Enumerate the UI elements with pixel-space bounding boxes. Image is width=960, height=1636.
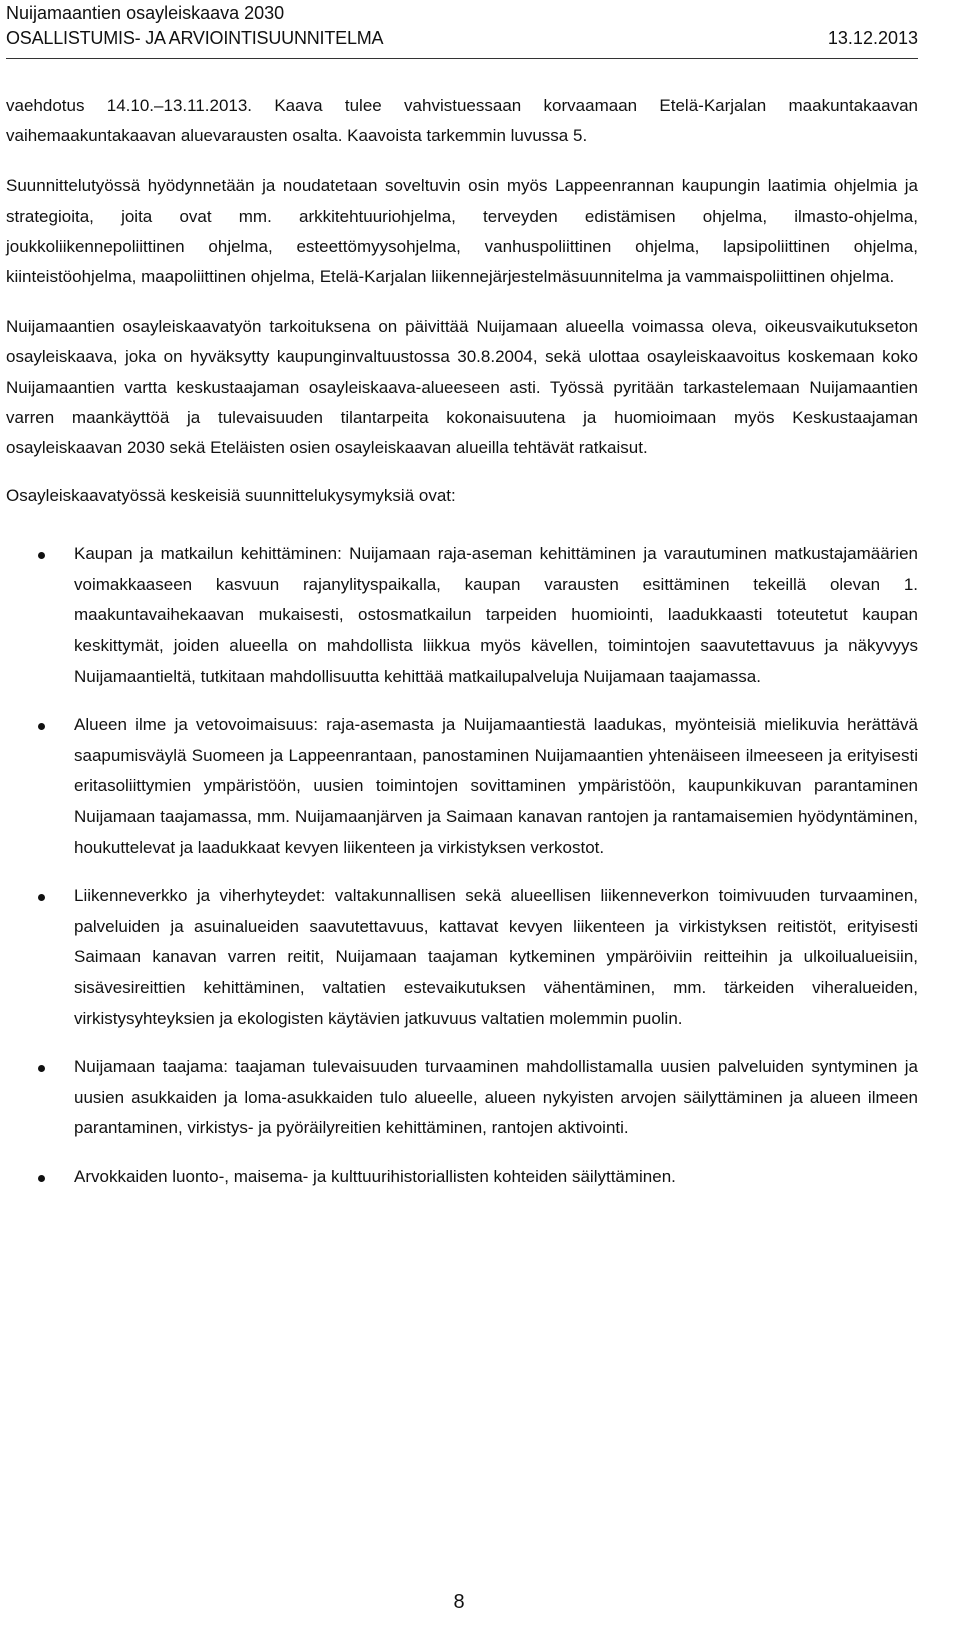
paragraph: Suunnittelutyössä hyödynnetään ja noudatetaan soveltuvin osin myös Lappeenrannan kaupungin laatimia ohjelmia ja strategioita, joita ovat mm. arkkitehtuuriohjelma, terveyden edistämisen ohjelma, ilmasto-ohjelma, joukkoliikennepoliittinen ohjelma, esteettömyysohjelma, vanhuspoliittinen ohjelma, lapsipoliittinen ohjelma, kiinteistöohjelma, maapoliittinen ohjelma, Etelä-Karjalan liikennejärjestelmäsuunnitelma ja vammaispoliittinen ohjelma. — [6, 176, 918, 287]
paragraph: Nuijamaantien osayleiskaavatyön tarkoituksena on päivittää Nuijamaan alueella voimassa oleva, oikeusvaikutukseton osayleiskaava, joka on hyväksytty kaupunginvaltuustossa 30.8.2004, sekä ulottaa osayleiskaavoitus koskemaan koko Nuijamaantien vartta keskustaajaman osayleiskaava-alueeseen asti. Työssä pyritään tarkastelemaan Nuijamaantien varren maankäyttöä ja tulevaisuuden tilantarpeita kokonaisuutena ja huomioimaan myös Keskustaajaman osayleiskaavan 2030 sekä Eteläisten osien osayleiskaavan alueilla tehtävät ratkaisut. — [6, 317, 918, 458]
list-item-text: Kaupan ja matkailun kehittäminen: Nuijamaan raja-aseman kehittäminen ja varautuminen matkustajamäärien voimakkaaseen kasvuun rajanylityspaikalla, kaupan varausten esittäminen tekeillä olevan 1. maakuntavaihekaavan mukaisesti, ostosmatkailun tarpeiden huomiointi, laadukkaasti toteutetut kaupan keskittymät, joiden alueella on mahdollista liikkua myös kävellen, toimintojen saavutettavuus ja näkyvyys Nuijamaantieltä, tutkitaan mahdollisuutta kehittää matkailupalveluja Nuijamaan taajamassa. — [74, 544, 918, 686]
list-item — [6, 1052, 918, 1144]
list-item-text: Arvokkaiden luonto-, maisema- ja kulttuurihistoriallisten kohteiden säilyttäminen. — [74, 1166, 676, 1186]
list-item — [6, 1162, 918, 1193]
bullet-icon — [38, 552, 45, 559]
list-item-text: Nuijamaan taajama: taajaman tulevaisuuden turvaaminen mahdollistamalla uusien palveluiden syntyminen ja uusien asukkaiden ja loma-asukkaiden tulo alueelle, alueen nykyisten arvojen säilyttäminen ja alueen ilmeen parantaminen, virkistys- ja pyöräilyreitien kehittäminen, rantojen aktivointi. — [74, 1057, 918, 1138]
planning-questions-list — [6, 539, 918, 1192]
document-title: Nuijamaantien osayleiskaava 2030 — [6, 3, 285, 23]
bullet-icon — [38, 894, 45, 901]
list-item-text: Alueen ilme ja vetovoimaisuus: raja-asemasta ja Nuijamaantiestä laadukas, myönteisiä mielikuvia herättävä saapumisväylä Suomeen ja Lappeenrantaan, panostaminen Nuijamaantien yhtenäiseen ilmeeseen ja erityisesti eritasoliittymien ympäristöön, uusien toimintojen sovittaminen ympäristöön, kaupunkikuvan parantaminen Nuijamaan taajamassa, mm. Nuijamaanjärven ja Saimaan kanavan rantojen ja rantamaisemien hyödyntäminen, houkuttelevat ja laadukkaat kevyen liikenteen ja virkistyksen verkostot. — [74, 715, 918, 857]
page-content — [6, 91, 918, 1211]
page-number — [0, 1590, 918, 1614]
list-intro: Osayleiskaavatyössä keskeisiä suunnittelukysymyksiä ovat: — [6, 486, 456, 506]
document-subtitle: OSALLISTUMIS- JA ARVIOINTISUUNNITELMA — [6, 28, 384, 48]
paragraph: vaehdotus 14.10.–13.11.2013. Kaava tulee vahvistuessaan korvaamaan Etelä-Karjalan maakuntakaavan vaihemaakuntakaavan aluevarausten osalta. Kaavoista tarkemmin luvussa 5. — [6, 96, 918, 146]
bullet-icon — [38, 1065, 45, 1072]
page-header — [6, 0, 918, 59]
list-item-text: Liikenneverkko ja viherhyteydet: valtakunnallisen sekä alueellisen liikenneverkon toimivuuden turvaaminen, palveluiden ja asuinalueiden saavutettavuus, kattavat kevyen liikenteen ja virkistyksen reitistöt, erityisesti Saimaan kanavan varren reitit, Nuijamaan taajaman kytkeminen ympäröiviin reitteihin ja ulkoilualueisiin, sisävesireittien kehittäminen, valtatien estevaikutuksen vähentäminen, mm. tärkeiden viheralueiden, virkistysyhteyksien ja ekologisten käytävien jatkuvuus valtatien molemmin puolin. — [74, 886, 918, 1028]
page-number-text: 8 — [453, 1591, 465, 1613]
list-item — [6, 539, 918, 692]
document-date: 13.12.2013 — [827, 28, 918, 48]
bullet-icon — [38, 1175, 45, 1182]
list-item — [6, 881, 918, 1034]
bullet-icon — [38, 723, 45, 730]
list-item — [6, 710, 918, 863]
